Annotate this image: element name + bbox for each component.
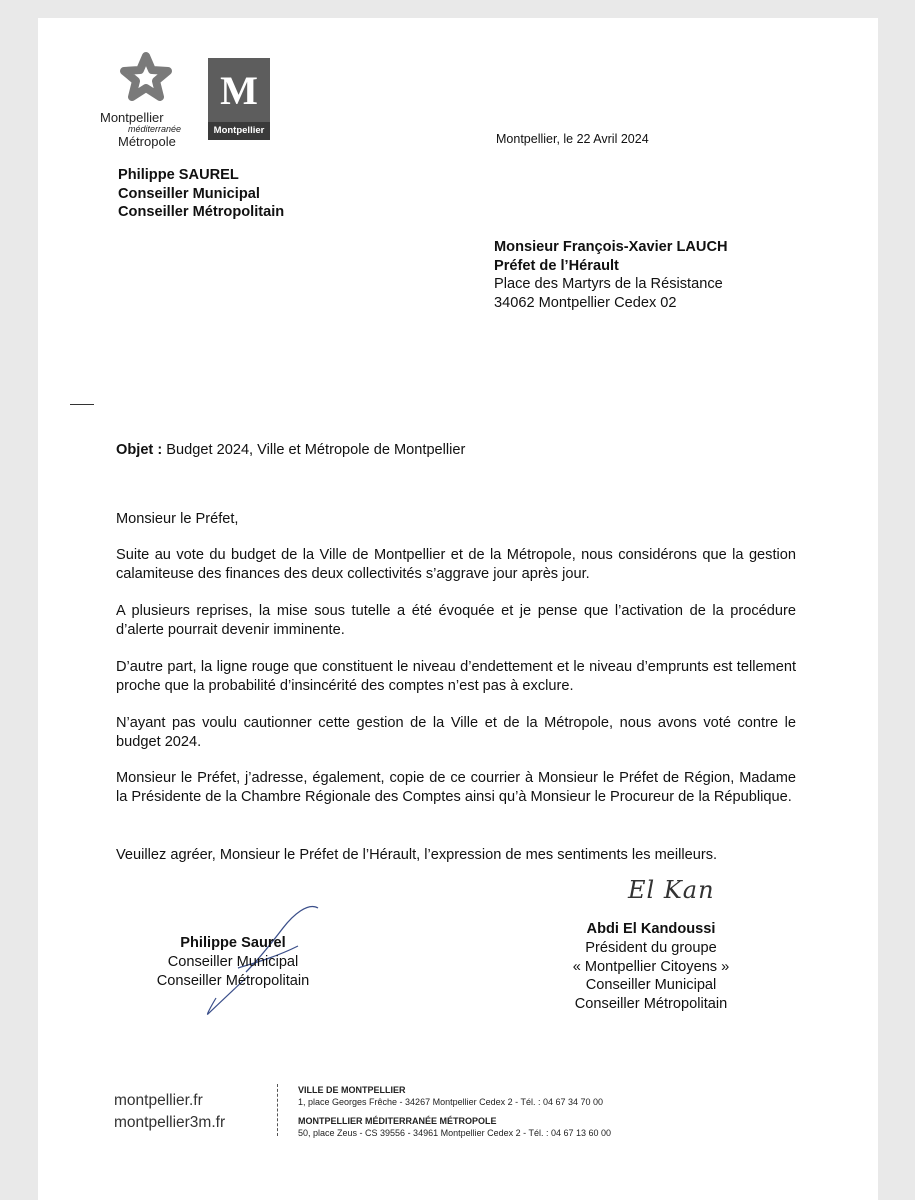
footer-addresses — [298, 1084, 611, 1139]
subject-text: Budget 2024, Ville et Métropole de Montpellier — [166, 442, 466, 458]
body-paragraph-2: A plusieurs reprises, la mise sous tutelle a été évoquée et je pense que l’activation de la procédure d’alerte pourrait devenir imminente. — [116, 603, 796, 638]
letter-date: Montpellier, le 22 Avril 2024 — [496, 132, 649, 146]
recipient-address1: Place des Martyrs de la Résistance — [494, 276, 723, 292]
sender-title1: Conseiller Municipal — [118, 185, 260, 202]
metropole-logo-line1: Montpellier — [100, 110, 164, 125]
signatory-left — [118, 934, 348, 990]
signatory-right-title1: Président du groupe — [585, 939, 717, 956]
body-paragraph-5: Monsieur le Préfet, j’adresse, également, copie de ce courrier à Monsieur le Préfet de Région, Madame la Présidente de la Chambre Régionale des Comptes ainsi qu’à Monsieur le Procureur de la République. — [116, 770, 796, 805]
recipient-title: Préfet de l’Hérault — [494, 257, 619, 274]
star-logo-icon — [118, 50, 174, 108]
subject-label: Objet : — [116, 442, 163, 458]
signatory-left-name: Philippe Saurel — [180, 935, 286, 951]
sender-name: Philippe SAUREL — [118, 167, 239, 183]
signatory-right-title3: Conseiller Municipal — [585, 977, 717, 994]
signatory-right — [546, 920, 756, 1014]
letter-page — [38, 18, 878, 1200]
signature-right: El Kan — [628, 876, 715, 904]
footer-websites — [114, 1090, 225, 1134]
footer-metro-address: 50, place Zeus - CS 39556 - 34961 Montpellier Cedex 2 - Tél. : 04 67 13 60 00 — [298, 1128, 612, 1138]
recipient-name: Monsieur François-Xavier LAUCH — [494, 239, 728, 255]
signatory-left-title1: Conseiller Municipal — [167, 953, 299, 970]
body-paragraph-3: D’autre part, la ligne rouge que constituent le niveau d’endettement et le niveau d’emprunts est tellement proche que la probabilité d’insincérité des comptes n’est pas à exclure. — [116, 659, 796, 694]
fold-mark — [70, 404, 94, 405]
signatory-right-name: Abdi El Kandoussi — [586, 921, 716, 937]
sender-title2: Conseiller Métropolitain — [118, 204, 285, 220]
footer-divider — [277, 1084, 279, 1136]
recipient-block — [494, 238, 728, 312]
ville-logo-letter: M — [220, 68, 258, 113]
body-paragraph-6: Veuillez agréer, Monsieur le Préfet de l’Hérault, l’expression de mes sentiments les meilleurs. — [116, 847, 718, 863]
footer-ville-heading: VILLE DE MONTPELLIER — [298, 1085, 406, 1095]
metropole-logo — [96, 50, 196, 150]
footer-ville-address: 1, place Georges Frêche - 34267 Montpellier Cedex 2 - Tél. : 04 67 34 70 00 — [298, 1097, 604, 1107]
signatory-right-title2: « Montpellier Citoyens » — [572, 958, 730, 975]
subject-line — [116, 441, 465, 460]
body-paragraph-4: N’ayant pas voulu cautionner cette gestion de la Ville et de la Métropole, nous avons voté contre le budget 2024. — [116, 715, 796, 750]
body-paragraph-1: Suite au vote du budget de la Ville de Montpellier et de la Métropole, nous considérons que la gestion calamiteuse des finances des deux collectivités s’aggrave jour après jour. — [116, 547, 796, 582]
footer-site1[interactable]: montpellier.fr — [114, 1092, 203, 1109]
metropole-logo-line3: Métropole — [118, 134, 176, 149]
sender-block — [118, 166, 284, 222]
signatory-right-title4: Conseiller Métropolitain — [574, 996, 728, 1013]
footer-site2[interactable]: montpellier3m.fr — [114, 1114, 226, 1131]
metropole-logo-line2: méditerranée — [128, 124, 182, 134]
signatory-left-title2: Conseiller Métropolitain — [156, 972, 310, 989]
recipient-address2: 34062 Montpellier Cedex 02 — [494, 294, 677, 311]
ville-logo — [208, 58, 270, 140]
ville-logo-band: Montpellier — [208, 122, 270, 140]
salutation: Monsieur le Préfet, — [116, 511, 239, 527]
footer-metro-heading: MONTPELLIER MÉDITERRANÉE MÉTROPOLE — [298, 1116, 497, 1126]
